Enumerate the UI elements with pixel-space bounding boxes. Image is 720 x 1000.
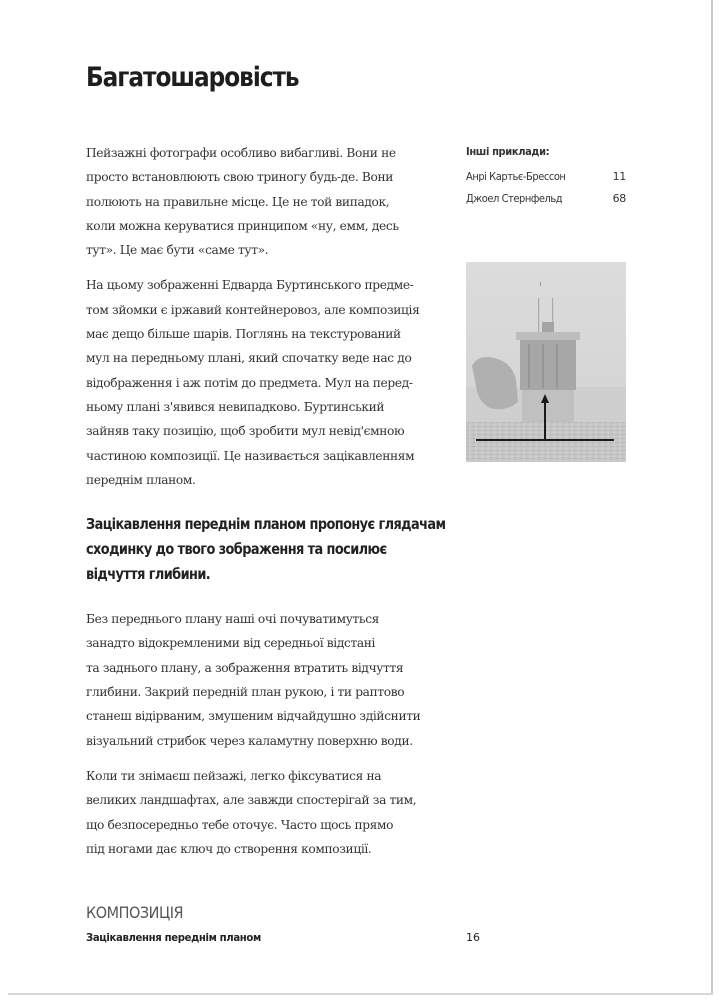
text-line: глибини. Закрий передній план рукою, і ти раптово: [86, 685, 405, 700]
text-line: великих ландшафтах, але завжди спостерігай за тим,: [86, 793, 417, 808]
text-line: Коли ти знімаєш пейзажі, легко фіксуватися на: [86, 768, 382, 783]
reference-row: [466, 188, 626, 210]
deck: [516, 332, 580, 340]
text-line: зайняв таку позицію, щоб зробити мул невід'ємною: [86, 424, 405, 439]
page-edge: [8, 993, 713, 995]
mast: [540, 282, 541, 286]
reference-row: [466, 166, 626, 188]
pullquote: [86, 512, 446, 587]
text-line: ньому плані з'явився невипадково. Буртинський: [86, 399, 385, 414]
footer-subtitle: Зацікавлення переднім планом: [86, 931, 261, 944]
text-line: Без переднього плану наші очі почуватимуться: [86, 612, 380, 627]
text-line: просто встановлюють свою триногу будь-де. Вони: [86, 170, 394, 185]
footer-section-title: КОМПОЗИЦІЯ: [86, 903, 184, 922]
sidebar-heading: Інші приклади:: [466, 145, 550, 158]
text-line: мул на передньому плані, який спочатку веде нас до: [86, 351, 412, 366]
text-line: має дещо більше шарів. Поглянь на текстурований: [86, 327, 401, 342]
reference-page: 11: [612, 170, 626, 183]
page-edge: [711, 0, 713, 995]
text-line: том зйомки є іржавий контейнеровоз, але композиція: [86, 302, 420, 317]
hull-detail: [556, 344, 558, 388]
text-line: тут». Це має бути «саме тут».: [86, 243, 269, 258]
main-text: [86, 141, 458, 872]
pullquote-line: відчуття глибини.: [86, 565, 211, 584]
text-line: під ногами дає ключ до створення композиції.: [86, 841, 372, 856]
paragraph: [86, 764, 458, 861]
pullquote-line: сходинку до твого зображення та посилює: [86, 540, 387, 559]
text-line: переднім планом.: [86, 472, 196, 487]
text-line: На цьому зображенні Едварда Буртинського предме-: [86, 278, 414, 293]
reference-page: 68: [612, 192, 626, 205]
text-line: Пейзажні фотографи особливо вибагливі. Вони не: [86, 146, 396, 160]
hull-detail: [528, 344, 530, 388]
container-ship-photo: [466, 262, 626, 462]
text-line: відображення і аж потім до предмета. Мул на перед-: [86, 375, 413, 390]
hull-detail: [542, 344, 544, 388]
text-line: занадто відокремленими від середньої відстані: [86, 636, 376, 651]
paragraph: [86, 141, 458, 262]
paragraph: [86, 273, 458, 492]
text-line: що безпосередньо тебе оточує. Часто щось прямо: [86, 817, 394, 832]
other-examples-sidebar: [466, 145, 626, 210]
text-line: станеш відірваним, змушеним відчайдушно здійснити: [86, 709, 421, 724]
pullquote-line: Зацікавлення переднім планом пропонує глядачам: [86, 515, 446, 534]
text-line: та заднього плану, а зображення втратить відчуття: [86, 660, 404, 675]
bridge: [542, 322, 554, 332]
reference-name: Джоел Стернфельд: [466, 192, 563, 205]
reflection: [522, 390, 574, 422]
text-line: частиною композиції. Це називається зацікавленням: [86, 448, 415, 463]
photo-illustration: [466, 262, 626, 462]
paragraph: [86, 607, 458, 753]
reference-name: Анрі Картьє-Брессон: [466, 170, 566, 183]
text-line: візуальний стрибок через каламутну поверхню води.: [86, 733, 413, 748]
page-title: Багатошаровість: [86, 62, 299, 93]
text-line: коли можна керуватися принципом «ну, емм, десь: [86, 218, 399, 233]
page-number: 16: [466, 931, 480, 944]
text-line: полюють на правильне місце. Це не той випадок,: [86, 194, 390, 209]
mast: [538, 298, 539, 332]
